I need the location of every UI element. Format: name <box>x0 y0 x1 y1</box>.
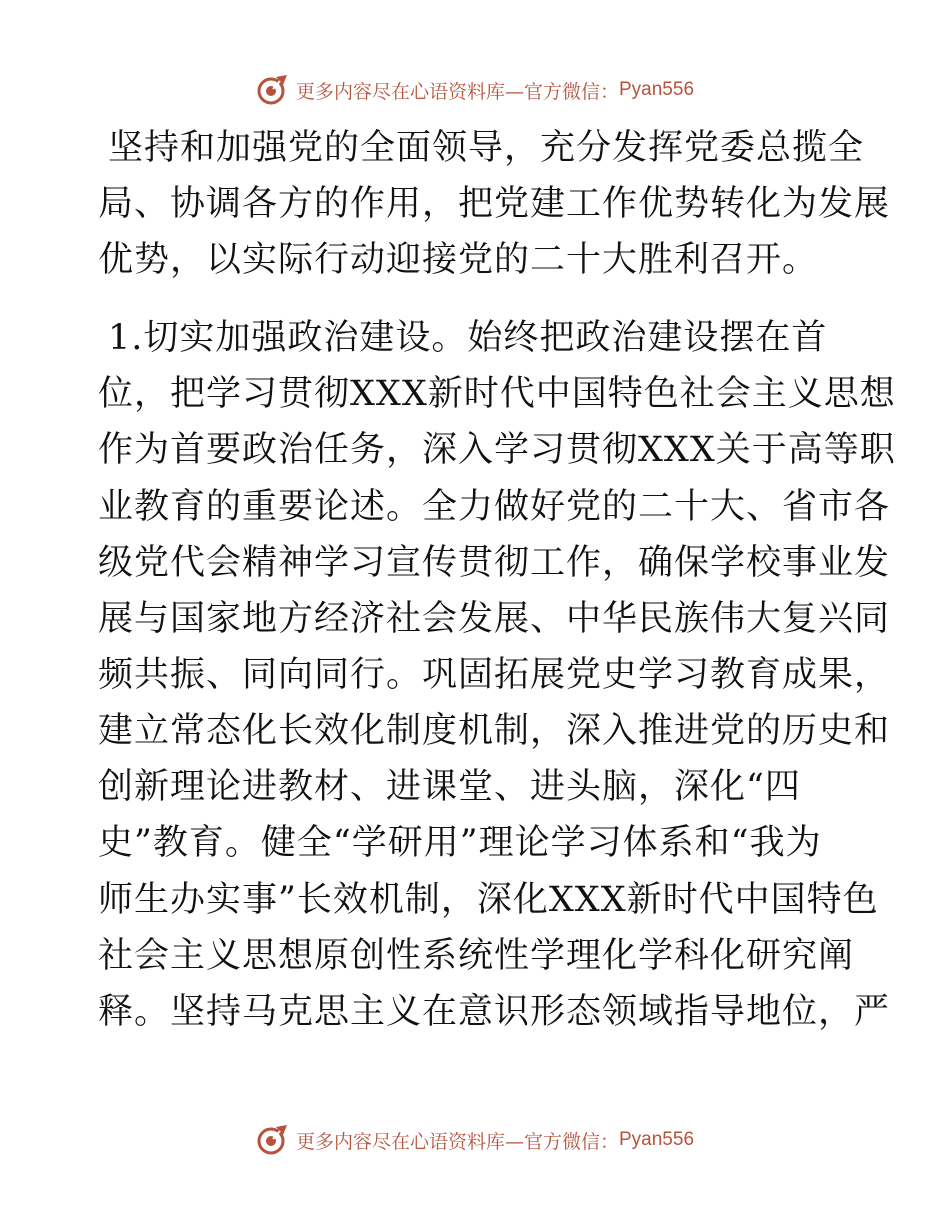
text-line: 社会主义思想原创性系统性学理化学科化研究阐 <box>98 936 855 976</box>
text-line: 师生办实事”长效机制，深化XXX新时代中国特色 <box>98 880 879 920</box>
text-line: 史”教育。健全“学研用”理论学习体系和“我为 <box>98 823 822 863</box>
text-line: 业教育的重要论述。全力做好党的二十大、省市各 <box>98 487 891 527</box>
text-line: 作为首要政治任务，深入学习贯彻XXX关于高等职 <box>98 430 896 470</box>
text-line: 局、协调各方的作用，把党建工作优势转化为发展 <box>98 184 891 224</box>
pen-logo-icon <box>256 1123 290 1157</box>
watermark-id: Pyan556 <box>619 79 695 100</box>
watermark-header <box>0 70 950 110</box>
text-line: 释。坚持马克思主义在意识形态领域指导地位，严 <box>98 992 891 1032</box>
text-line: 创新理论进教材、进课堂、进头脑，深化“四 <box>98 767 801 807</box>
watermark-footer <box>0 1120 950 1160</box>
watermark-text: 更多内容尽在心语资料库—官方微信： <box>295 80 619 103</box>
text-line: 1.切实加强政治建设。始终把政治建设摆在首 <box>108 318 828 358</box>
text-line: 位，把学习贯彻XXX新时代中国特色社会主义思想 <box>98 374 896 414</box>
text-line: 级党代会精神学习宣传贯彻工作，确保学校事业发 <box>98 543 891 583</box>
text-line: 建立常态化长效化制度机制，深入推进党的历史和 <box>98 711 891 751</box>
text-line: 展与国家地方经济社会发展、中华民族伟大复兴同 <box>98 599 891 639</box>
watermark-id: Pyan556 <box>619 1129 695 1150</box>
text-line: 频共振、同向同行。巩固拓展党史学习教育成果， <box>98 655 891 695</box>
text-line: 优势，以实际行动迎接党的二十大胜利召开。 <box>98 240 819 280</box>
watermark-text: 更多内容尽在心语资料库—官方微信： <box>295 1130 619 1153</box>
pen-logo-icon <box>256 73 290 107</box>
text-line: 坚持和加强党的全面领导，充分发挥党委总揽全 <box>108 128 865 168</box>
